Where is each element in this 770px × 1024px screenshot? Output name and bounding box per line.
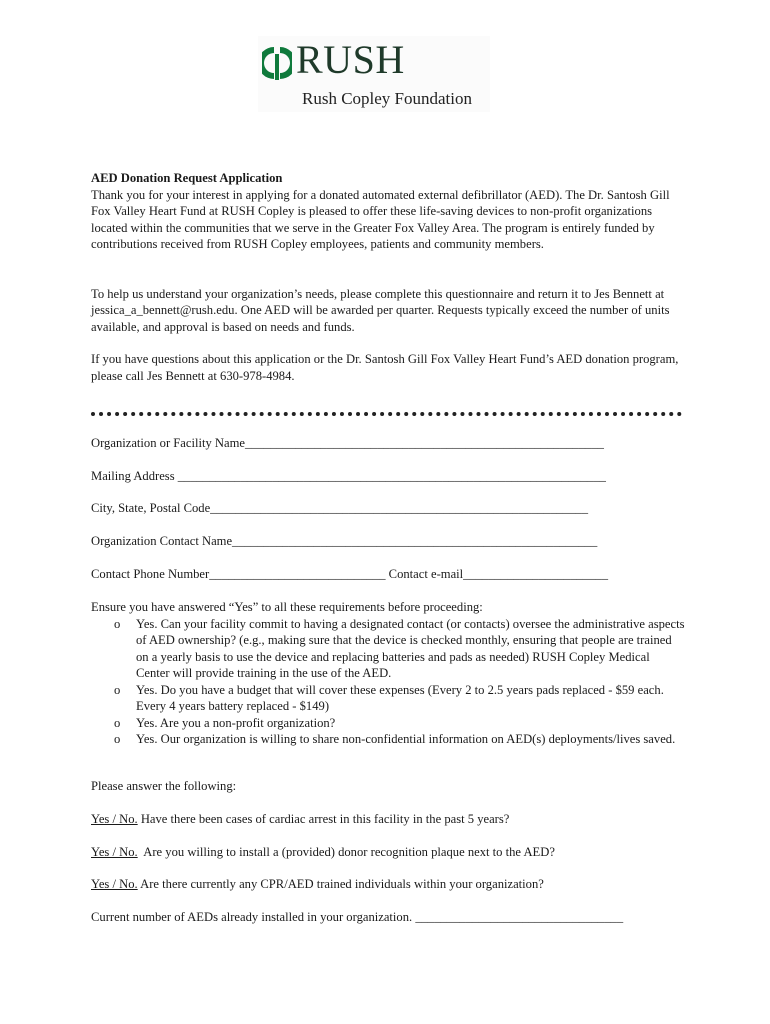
city-state-postal-field[interactable]: City, State, Postal Code____________________________________________________________ bbox=[91, 501, 588, 515]
requirements-section bbox=[91, 599, 686, 748]
question-cpr-trained: Yes / No. Are there currently any CPR/AED trained individuals within your organization? bbox=[91, 877, 544, 891]
list-item: o Yes. Do you have a budget that will cover these expenses (Every 2 to 2.5 years pads replaced - $59 each. Every 4 years battery replaced - $149) bbox=[114, 682, 664, 713]
phone-email-field[interactable]: Contact Phone Number____________________________ Contact e-mail_______________________ bbox=[91, 567, 608, 581]
logo-subtitle: Rush Copley Foundation bbox=[302, 89, 473, 108]
question-cardiac-arrest: Yes / No. Have there been cases of cardiac arrest in this facility in the past 5 years? bbox=[91, 812, 510, 826]
intro-paragraph-3: If you have questions about this application or the Dr. Santosh Gill Fox Valley Heart Fund’s AED donation program, please call Jes Bennett at 630-978-4984. bbox=[91, 352, 679, 383]
mailing-address-field[interactable]: Mailing Address ____________________________________________________________________ bbox=[91, 469, 606, 483]
list-item: o Yes. Can your facility commit to having a designated contact (or contacts) oversee the administrative aspects of AED ownership? (e.g., making sure that the device is checked monthly, ensuring that people are trained on a yearly basis to use the device and replacing batteries and pads as needed) RUSH Copley Medical Center will provide training in the use of the AED. bbox=[114, 616, 685, 680]
contact-name-field[interactable]: Organization Contact Name__________________________________________________________ bbox=[91, 534, 598, 548]
logo-wordmark: RUSH bbox=[296, 37, 405, 82]
requirements-list bbox=[91, 616, 686, 748]
rush-logo-mark-icon bbox=[262, 45, 292, 81]
rush-copley-logo bbox=[258, 36, 490, 112]
intro-paragraph-1: Thank you for your interest in applying for a donated automated external defibrillator (AED). The Dr. Santosh Gill Fox Valley Heart Fund at RUSH Copley is pleased to offer these life-saving devices to non-profit organizations located within the communities that we serve in the Greater Fox Valley Area. The program is entirely funded by contributions received from RUSH Copley employees, patients and community members. bbox=[91, 187, 670, 251]
org-name-field[interactable]: Organization or Facility Name_________________________________________________________ bbox=[91, 436, 604, 450]
list-item: o Yes. Are you a non-profit organization? bbox=[114, 715, 336, 730]
bullet-icon: o bbox=[114, 682, 121, 697]
yes-no-option[interactable]: Yes / No. bbox=[91, 812, 138, 826]
intro-section bbox=[91, 170, 691, 384]
yes-no-option[interactable]: Yes / No. bbox=[91, 845, 138, 859]
requirements-intro: Ensure you have answered “Yes” to all these requirements before proceeding: bbox=[91, 600, 483, 614]
list-item: o Yes. Our organization is willing to share non-confidential information on AED(s) deployments/lives saved. bbox=[114, 732, 676, 746]
current-aeds-field[interactable]: Current number of AEDs already installed in your organization. _________________________________ bbox=[91, 910, 624, 924]
yes-no-option[interactable]: Yes / No. bbox=[91, 877, 138, 891]
intro-paragraph-2: To help us understand your organization’s needs, please complete this questionnaire and return it to Jes Bennett at jessica_a_bennett@rush.edu. One AED will be awarded per quarter. Requests typically exceed the number of units available, and approval is based on needs and funds. bbox=[91, 286, 670, 334]
document-title: AED Donation Request Application bbox=[91, 171, 283, 185]
bullet-icon: o bbox=[114, 616, 121, 631]
bullet-icon: o bbox=[114, 732, 121, 746]
questions-intro: Please answer the following: bbox=[91, 779, 237, 793]
bullet-icon: o bbox=[114, 715, 121, 730]
question-donor-plaque: Yes / No. Are you willing to install a (provided) donor recognition plaque next to the AED? bbox=[91, 845, 555, 859]
dotted-divider bbox=[91, 412, 682, 416]
